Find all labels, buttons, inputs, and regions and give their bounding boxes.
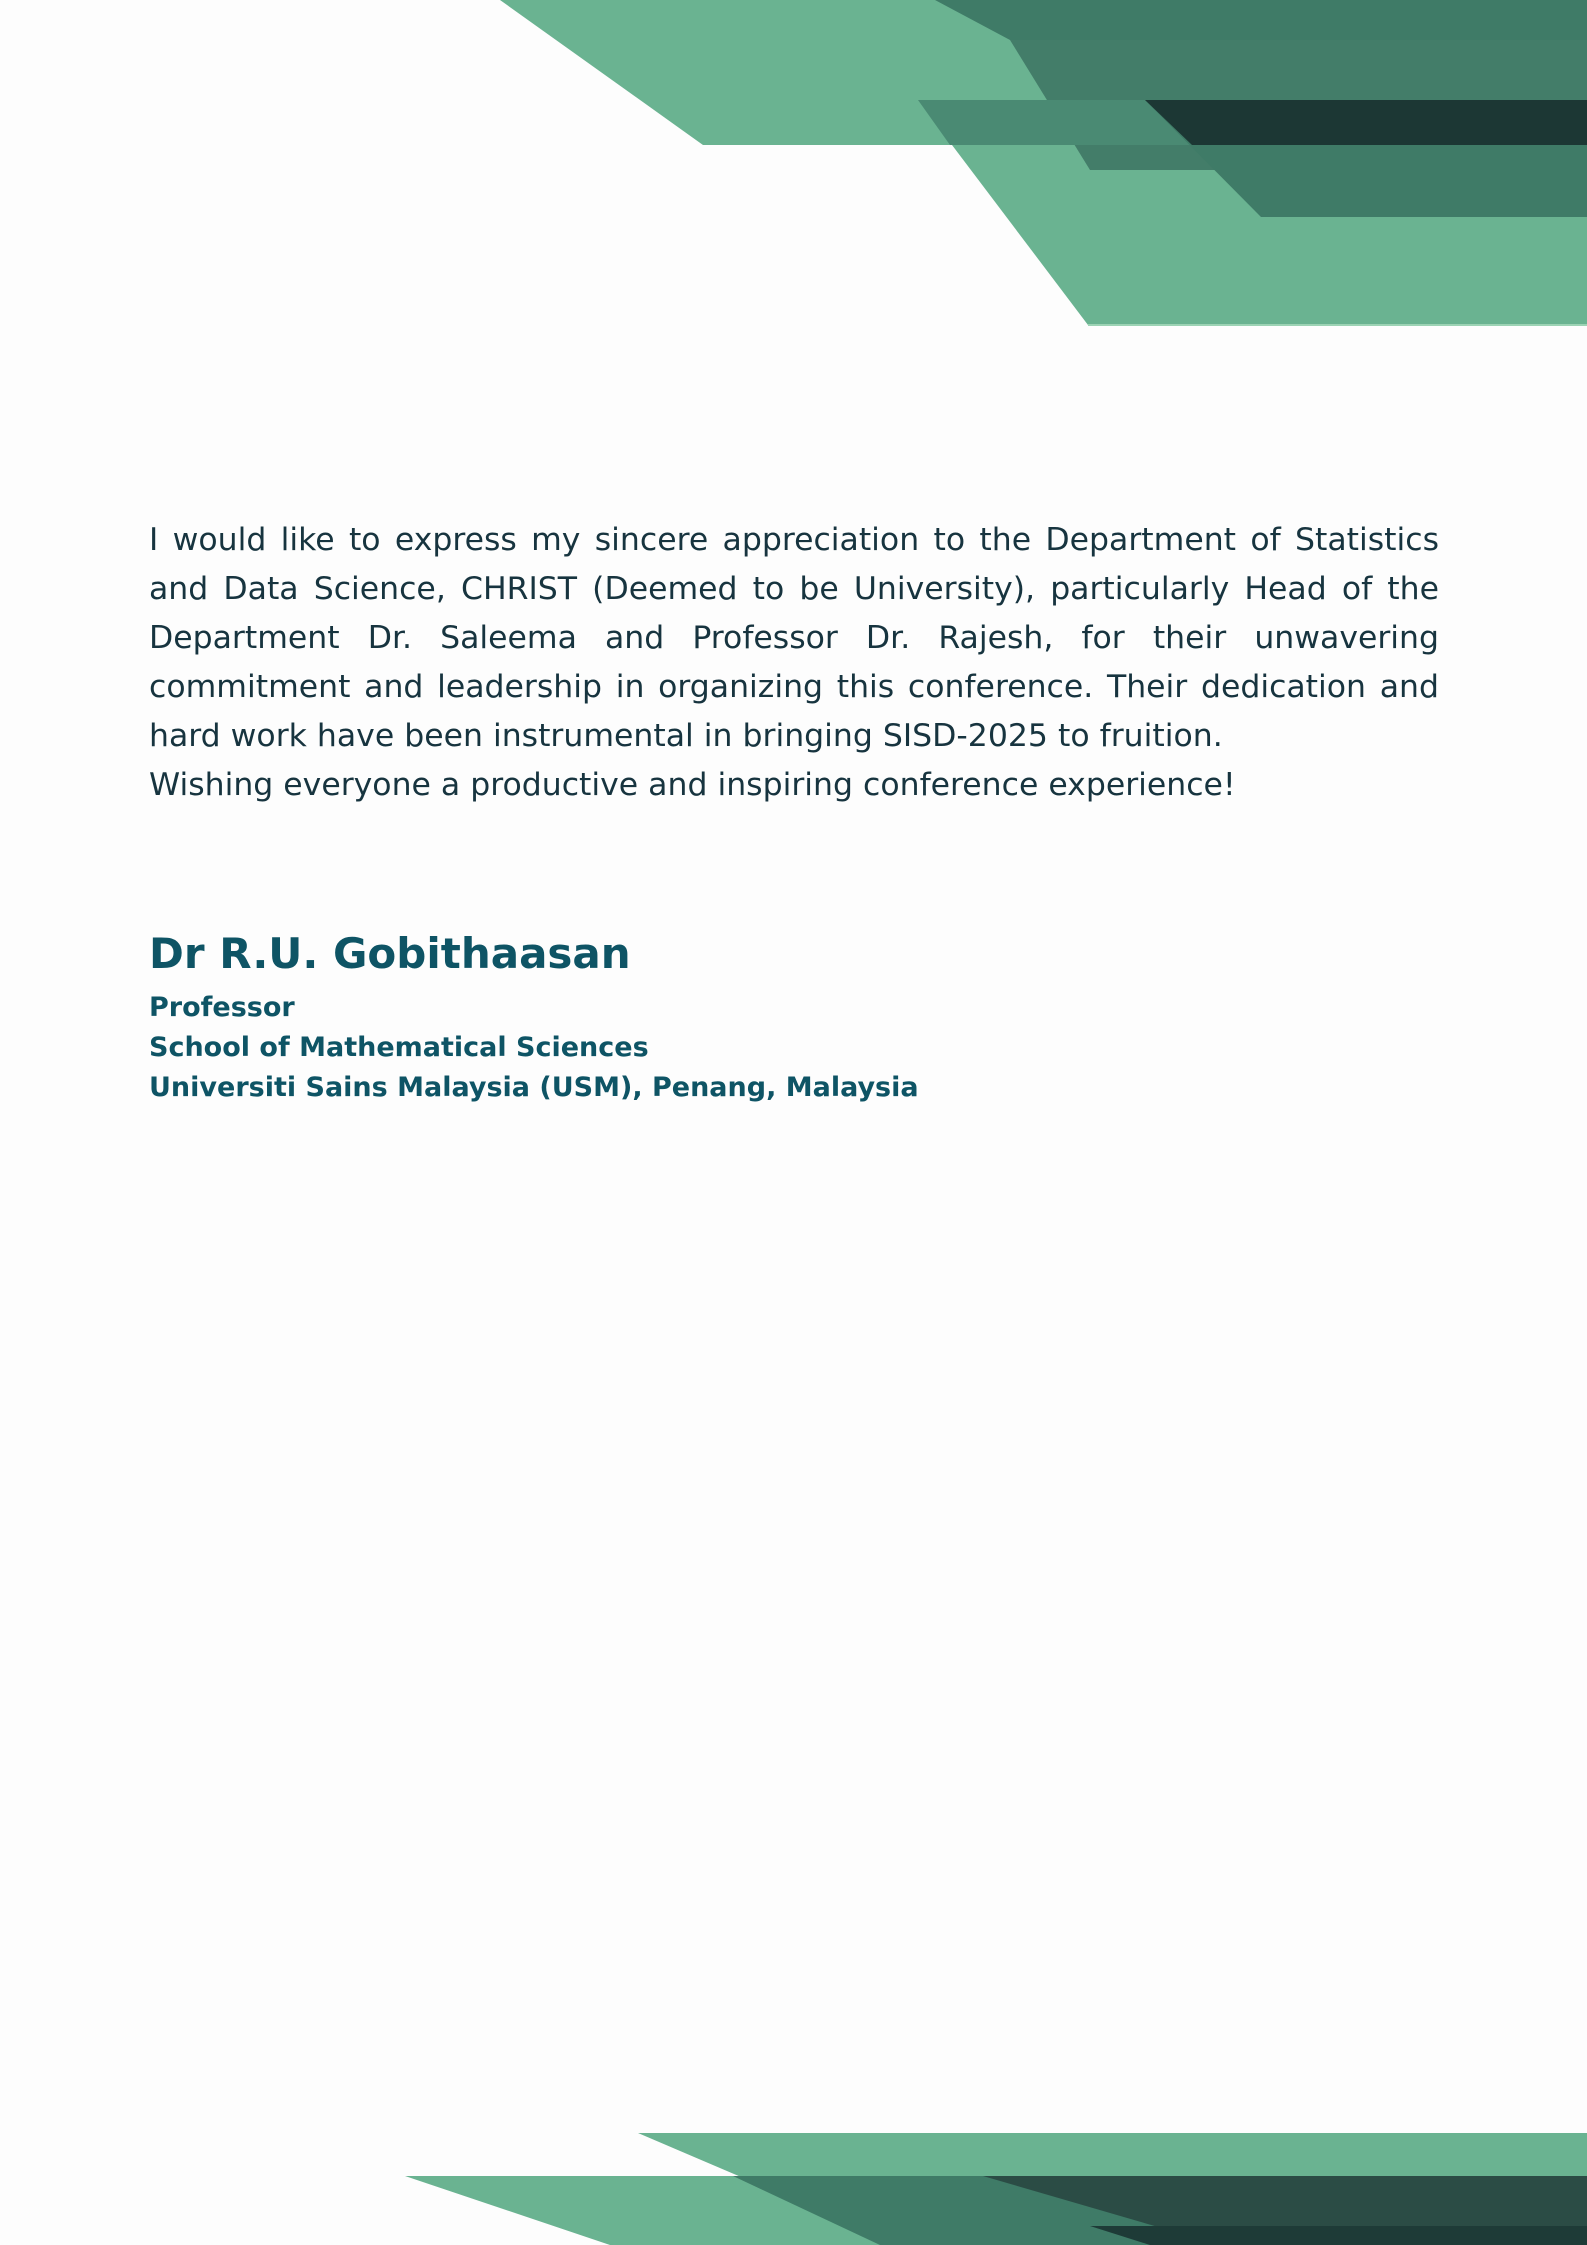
top-mid-band: [935, 0, 1587, 40]
bottom-decoration-bands: [405, 2133, 1587, 2245]
bottom-dark-band: [983, 2176, 1587, 2245]
top-mid-band-2: [1010, 40, 1587, 170]
top-decoration-bands: [500, 0, 1587, 325]
top-mid-band-3: [918, 100, 1587, 145]
signature-block: [149, 924, 919, 1108]
bottom-light-band: [638, 2133, 1587, 2245]
top-mid-band-4: [1145, 100, 1587, 217]
bottom-dark-band-2: [1090, 2226, 1587, 2245]
signatory-school: School of Mathematical Sciences: [149, 1032, 649, 1063]
signatory-name: Dr R.U. Gobithaasan: [149, 929, 631, 978]
top-light-band-lower: [918, 100, 1587, 325]
signatory-affiliation: Universiti Sains Malaysia (USM), Penang, Malaysia: [149, 1072, 919, 1103]
bottom-mid-band: [733, 2176, 1587, 2245]
top-dark-band: [1145, 100, 1587, 145]
bottom-light-band-2: [405, 2176, 1587, 2245]
closing-line: Wishing everyone a productive and inspiring conference experience!: [149, 767, 1236, 803]
top-light-band: [500, 0, 1587, 145]
signatory-title: Professor: [149, 992, 295, 1023]
letter-paragraph: I would like to express my sincere appreciation to the Department of Statistics and Data Science, CHRIST (Deemed to be University), particularly Head of the Department Dr. Saleema and Professor Dr. Rajesh, for their unwavering commitment and leadership in organizing this conference. Their dedication and hard work have been instrumental in bringing SISD-2025 to fruition.: [149, 522, 1439, 754]
